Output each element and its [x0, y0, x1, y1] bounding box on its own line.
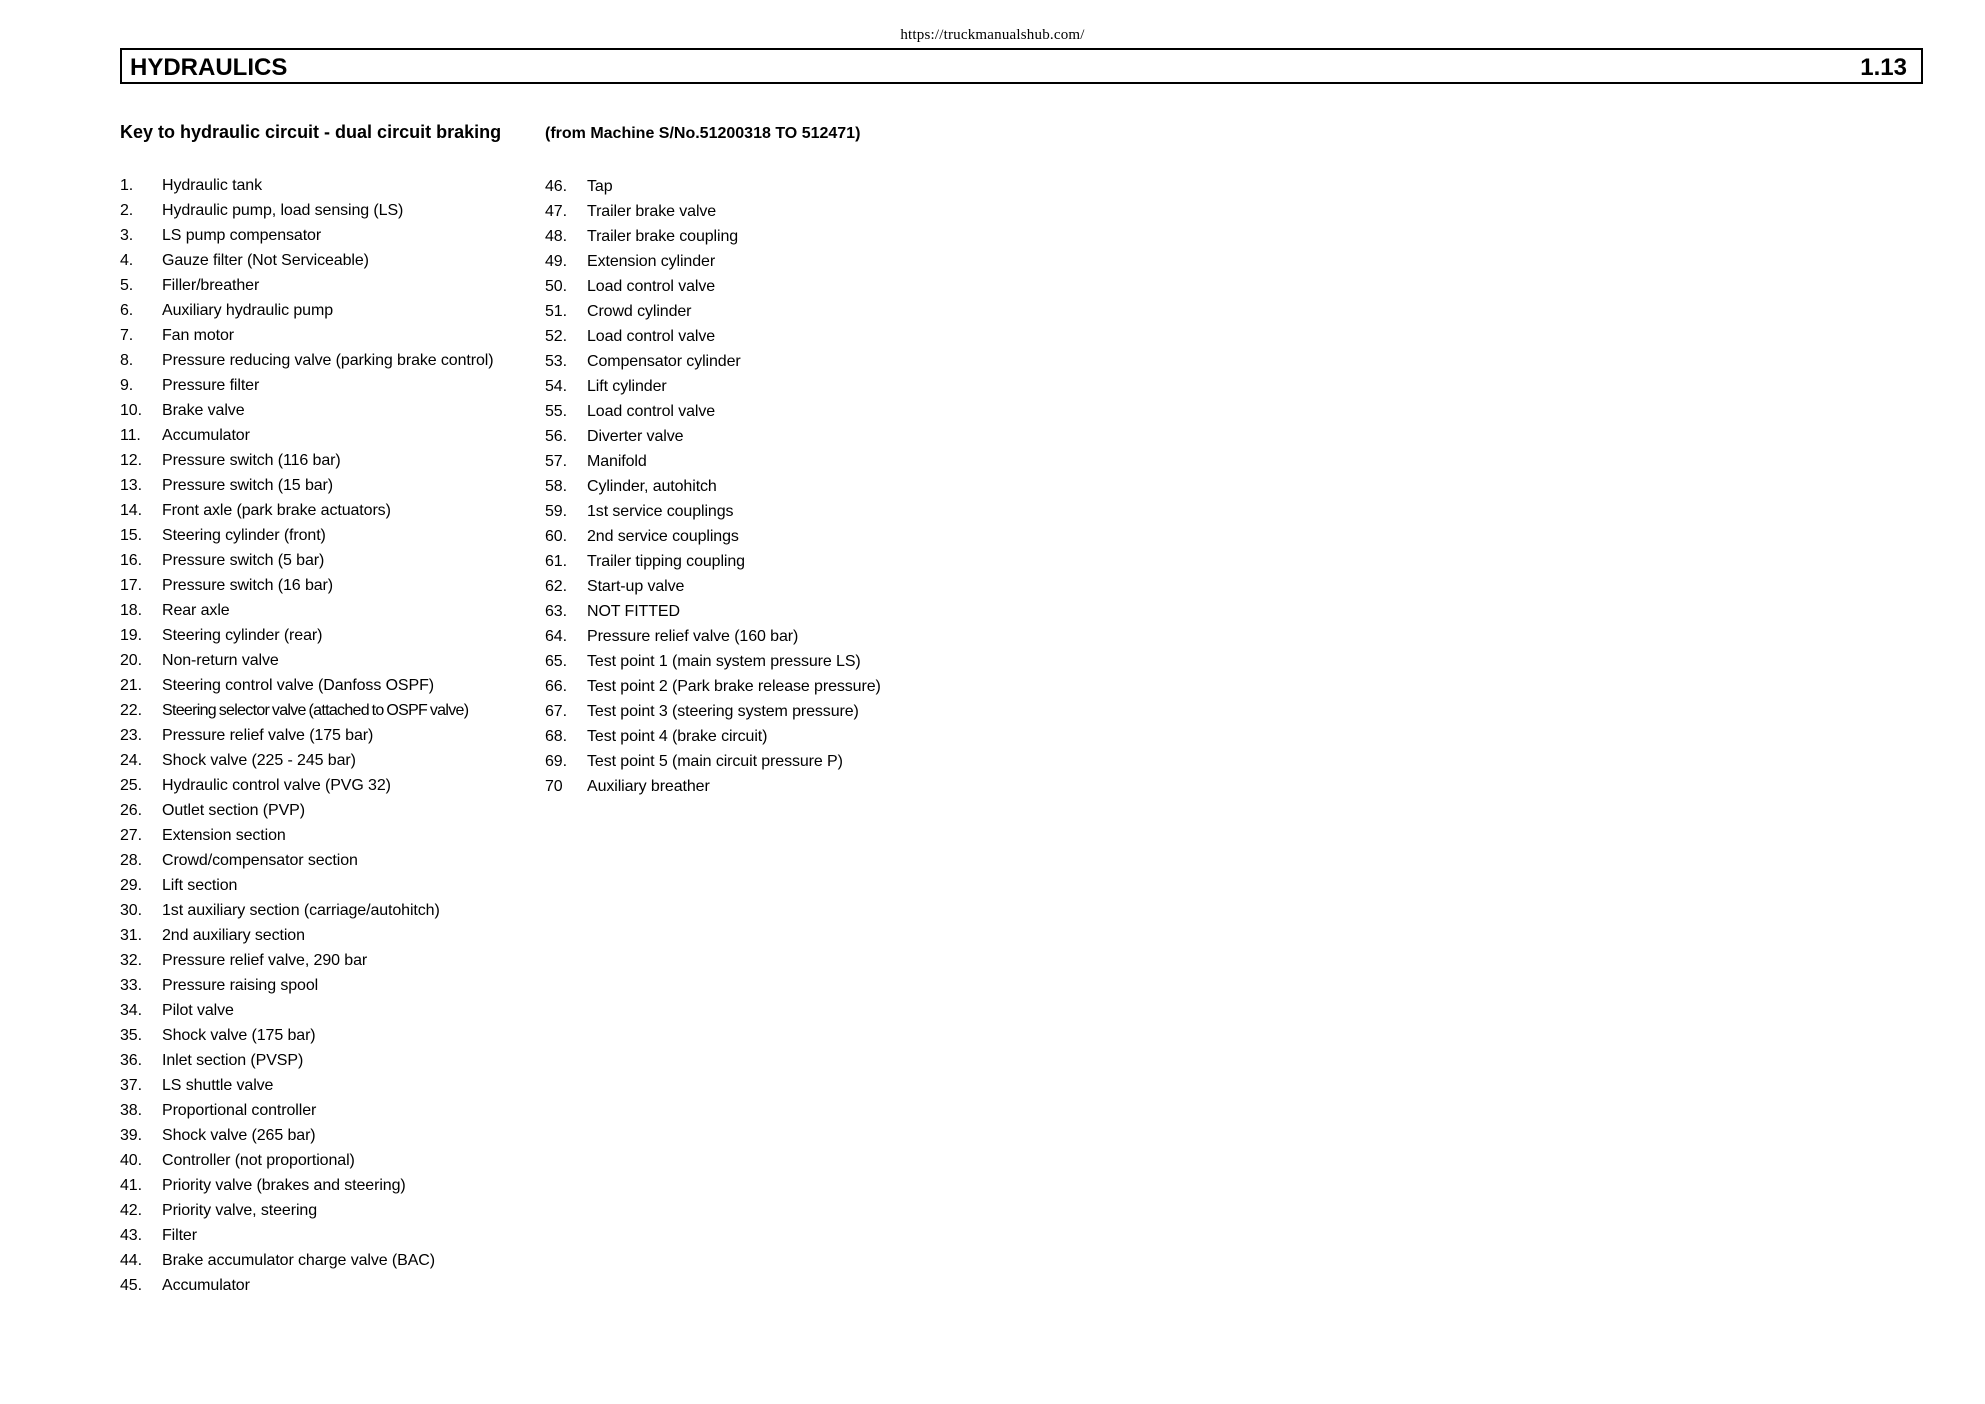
item-description: Pressure relief valve (160 bar) — [587, 628, 799, 645]
item-description: Steering selector valve (attached to OSPF valve) — [162, 702, 469, 719]
item-number: 51. — [545, 303, 567, 320]
item-number: 56. — [545, 428, 567, 445]
item-number: 29. — [120, 877, 142, 894]
item-description: Steering cylinder (rear) — [162, 627, 323, 644]
item-description: Extension cylinder — [587, 253, 716, 270]
item-number: 4. — [120, 252, 134, 269]
item-description: LS shuttle valve — [162, 1077, 274, 1094]
item-number: 62. — [545, 578, 567, 595]
section-title: HYDRAULICS — [130, 54, 288, 81]
item-description: Priority valve (brakes and steering) — [162, 1177, 406, 1194]
item-number: 7. — [120, 327, 134, 344]
item-description: Controller (not proportional) — [162, 1152, 355, 1169]
key-list-item — [120, 976, 520, 996]
item-number: 6. — [120, 302, 134, 319]
key-list-item — [120, 951, 520, 971]
item-number: 58. — [545, 478, 567, 495]
item-number: 66. — [545, 678, 567, 695]
item-number: 34. — [120, 1002, 142, 1019]
item-description: Shock valve (225 - 245 bar) — [162, 752, 356, 769]
page-number: 1.13 — [1860, 54, 1907, 81]
item-number: 48. — [545, 228, 567, 245]
item-number: 57. — [545, 453, 567, 470]
item-description: Hydraulic control valve (PVG 32) — [162, 777, 391, 794]
item-description: Pilot valve — [162, 1002, 234, 1019]
item-description: 1st auxiliary section (carriage/autohitch) — [162, 902, 440, 919]
item-number: 24. — [120, 752, 142, 769]
item-number: 9. — [120, 377, 134, 394]
key-list-item — [120, 226, 520, 246]
item-description: Cylinder, autohitch — [587, 478, 717, 495]
item-number: 63. — [545, 603, 567, 620]
item-description: 1st service couplings — [587, 503, 734, 520]
item-number: 13. — [120, 477, 142, 494]
item-description: Hydraulic pump, load sensing (LS) — [162, 202, 404, 219]
key-list-item — [545, 727, 945, 747]
key-list-item — [120, 1076, 520, 1096]
item-number: 20. — [120, 652, 142, 669]
item-description: Lift cylinder — [587, 378, 667, 395]
key-list-item — [120, 476, 520, 496]
key-list-item — [545, 627, 945, 647]
key-list-item — [545, 527, 945, 547]
item-description: Filter — [162, 1227, 197, 1244]
item-number: 45. — [120, 1277, 142, 1294]
key-list-item — [545, 502, 945, 522]
key-list-item — [120, 301, 520, 321]
key-list-item — [120, 801, 520, 821]
item-description: Crowd/compensator section — [162, 852, 358, 869]
item-description: Diverter valve — [587, 428, 684, 445]
item-description: 2nd auxiliary section — [162, 927, 305, 944]
key-list-item — [120, 351, 520, 371]
item-description: Brake valve — [162, 402, 245, 419]
item-description: Accumulator — [162, 427, 250, 444]
item-description: Compensator cylinder — [587, 353, 741, 370]
item-description: Hydraulic tank — [162, 177, 262, 194]
serial-range-heading: (from Machine S/No.51200318 TO 512471) — [545, 125, 861, 142]
key-list-item — [120, 1051, 520, 1071]
key-list-item — [545, 702, 945, 722]
key-list-item — [120, 1126, 520, 1146]
item-number: 5. — [120, 277, 134, 294]
item-description: Proportional controller — [162, 1102, 317, 1119]
key-list-item — [120, 551, 520, 571]
key-list-item — [545, 577, 945, 597]
item-description: Rear axle — [162, 602, 230, 619]
key-list-item — [120, 826, 520, 846]
key-list-item — [120, 1176, 520, 1196]
key-list-item — [120, 501, 520, 521]
item-number: 28. — [120, 852, 142, 869]
key-list-right — [545, 177, 945, 802]
key-list-item — [120, 1276, 520, 1296]
key-list-item — [120, 1001, 520, 1021]
key-list-item — [120, 1226, 520, 1246]
item-description: Front axle (park brake actuators) — [162, 502, 391, 519]
item-description: NOT FITTED — [587, 603, 680, 620]
key-list-item — [545, 402, 945, 422]
key-list-item — [545, 452, 945, 472]
item-number: 14. — [120, 502, 142, 519]
key-list-item — [545, 677, 945, 697]
item-number: 65. — [545, 653, 567, 670]
key-list-item — [545, 777, 945, 797]
item-number: 60. — [545, 528, 567, 545]
item-number: 68. — [545, 728, 567, 745]
key-list-item — [120, 1251, 520, 1271]
item-description: Test point 1 (main system pressure LS) — [587, 653, 861, 670]
key-list-item — [120, 726, 520, 746]
key-list-item — [120, 426, 520, 446]
key-list-item — [545, 252, 945, 272]
item-description: LS pump compensator — [162, 227, 322, 244]
key-list-item — [120, 451, 520, 471]
item-description: Pressure reducing valve (parking brake control) — [162, 352, 494, 369]
key-heading: Key to hydraulic circuit - dual circuit braking — [120, 122, 502, 142]
item-description: Pressure switch (16 bar) — [162, 577, 333, 594]
key-list-item — [545, 752, 945, 772]
key-list-item — [120, 701, 520, 721]
item-number: 10. — [120, 402, 142, 419]
item-number: 70 — [545, 778, 563, 795]
key-list-item — [120, 651, 520, 671]
item-description: Test point 2 (Park brake release pressure) — [587, 678, 881, 695]
item-number: 49. — [545, 253, 567, 270]
key-list-item — [120, 676, 520, 696]
item-description: Start-up valve — [587, 578, 685, 595]
key-list-item — [120, 401, 520, 421]
item-number: 17. — [120, 577, 142, 594]
item-number: 53. — [545, 353, 567, 370]
item-description: Pressure relief valve, 290 bar — [162, 952, 368, 969]
item-number: 54. — [545, 378, 567, 395]
item-number: 52. — [545, 328, 567, 345]
item-number: 47. — [545, 203, 567, 220]
key-list-item — [120, 1026, 520, 1046]
item-number: 50. — [545, 278, 567, 295]
key-list-item — [120, 876, 520, 896]
item-description: Trailer brake valve — [587, 203, 717, 220]
item-number: 8. — [120, 352, 134, 369]
item-number: 37. — [120, 1077, 142, 1094]
item-description: Trailer brake coupling — [587, 228, 739, 245]
item-number: 25. — [120, 777, 142, 794]
item-number: 21. — [120, 677, 142, 694]
key-list-item — [545, 477, 945, 497]
item-number: 22. — [120, 702, 142, 719]
key-list-item — [545, 652, 945, 672]
item-description: Auxiliary hydraulic pump — [162, 302, 334, 319]
item-number: 41. — [120, 1177, 142, 1194]
key-list-item — [120, 1151, 520, 1171]
key-list-item — [545, 177, 945, 197]
item-number: 15. — [120, 527, 142, 544]
item-description: Trailer tipping coupling — [587, 553, 745, 570]
item-description: Test point 5 (main circuit pressure P) — [587, 753, 843, 770]
key-list-item — [120, 851, 520, 871]
item-description: Fan motor — [162, 327, 235, 344]
item-number: 42. — [120, 1202, 142, 1219]
item-number: 36. — [120, 1052, 142, 1069]
item-number: 16. — [120, 552, 142, 569]
item-description: Manifold — [587, 453, 647, 470]
item-number: 3. — [120, 227, 134, 244]
item-description: Shock valve (265 bar) — [162, 1127, 316, 1144]
item-description: Test point 3 (steering system pressure) — [587, 703, 859, 720]
key-list-item — [120, 576, 520, 596]
item-number: 30. — [120, 902, 142, 919]
item-number: 19. — [120, 627, 142, 644]
key-list-item — [120, 1101, 520, 1121]
key-list-item — [120, 776, 520, 796]
section-header — [120, 48, 1923, 84]
item-description: Crowd cylinder — [587, 303, 692, 320]
key-list-item — [545, 352, 945, 372]
key-list-item — [120, 326, 520, 346]
item-number: 59. — [545, 503, 567, 520]
item-description: Test point 4 (brake circuit) — [587, 728, 768, 745]
item-description: Non-return valve — [162, 652, 279, 669]
item-description: Pressure relief valve (175 bar) — [162, 727, 374, 744]
key-list-item — [120, 626, 520, 646]
key-list-item — [545, 427, 945, 447]
key-list-item — [545, 227, 945, 247]
key-list-item — [545, 202, 945, 222]
item-number: 43. — [120, 1227, 142, 1244]
item-number: 26. — [120, 802, 142, 819]
key-list-item — [120, 526, 520, 546]
item-number: 31. — [120, 927, 142, 944]
item-description: Shock valve (175 bar) — [162, 1027, 316, 1044]
key-list-item — [120, 176, 520, 196]
item-number: 64. — [545, 628, 567, 645]
key-list-item — [120, 601, 520, 621]
item-description: Load control valve — [587, 278, 716, 295]
key-list-item — [120, 251, 520, 271]
key-list-item — [120, 276, 520, 296]
source-url[interactable]: https://truckmanualshub.com/ — [900, 27, 1085, 43]
item-description: Accumulator — [162, 1277, 250, 1294]
item-number: 12. — [120, 452, 142, 469]
key-list-left — [120, 176, 520, 1301]
item-description: Inlet section (PVSP) — [162, 1052, 304, 1069]
key-list-item — [120, 201, 520, 221]
item-number: 18. — [120, 602, 142, 619]
item-number: 38. — [120, 1102, 142, 1119]
key-list-item — [545, 327, 945, 347]
item-number: 1. — [120, 177, 134, 194]
item-description: Auxiliary breather — [587, 778, 710, 795]
item-number: 33. — [120, 977, 142, 994]
item-description: Pressure switch (116 bar) — [162, 452, 341, 469]
item-number: 44. — [120, 1252, 142, 1269]
item-description: Outlet section (PVP) — [162, 802, 305, 819]
key-list-item — [120, 901, 520, 921]
item-description: 2nd service couplings — [587, 528, 739, 545]
item-description: Load control valve — [587, 403, 716, 420]
key-list-item — [120, 1201, 520, 1221]
key-list-item — [545, 602, 945, 622]
item-number: 46. — [545, 178, 567, 195]
item-description: Brake accumulator charge valve (BAC) — [162, 1252, 435, 1269]
key-list-item — [120, 926, 520, 946]
key-list-item — [120, 751, 520, 771]
item-description: Filler/breather — [162, 277, 260, 294]
item-number: 61. — [545, 553, 567, 570]
item-description: Gauze filter (Not Serviceable) — [162, 252, 369, 269]
key-list-item — [545, 552, 945, 572]
item-number: 40. — [120, 1152, 142, 1169]
item-description: Steering control valve (Danfoss OSPF) — [162, 677, 434, 694]
key-list-item — [545, 302, 945, 322]
item-description: Tap — [587, 178, 613, 195]
item-number: 27. — [120, 827, 142, 844]
item-description: Pressure switch (5 bar) — [162, 552, 325, 569]
item-number: 23. — [120, 727, 142, 744]
item-description: Pressure raising spool — [162, 977, 319, 994]
item-number: 55. — [545, 403, 567, 420]
item-description: Priority valve, steering — [162, 1202, 317, 1219]
item-number: 2. — [120, 202, 134, 219]
key-list-item — [545, 377, 945, 397]
item-description: Lift section — [162, 877, 238, 894]
key-list-item — [120, 376, 520, 396]
key-list-item — [545, 277, 945, 297]
item-description: Pressure filter — [162, 377, 260, 394]
item-number: 32. — [120, 952, 142, 969]
item-description: Load control valve — [587, 328, 716, 345]
item-number: 11. — [120, 427, 141, 444]
item-number: 67. — [545, 703, 567, 720]
item-description: Pressure switch (15 bar) — [162, 477, 333, 494]
item-number: 69. — [545, 753, 567, 770]
item-description: Extension section — [162, 827, 286, 844]
item-number: 39. — [120, 1127, 142, 1144]
item-number: 35. — [120, 1027, 142, 1044]
item-description: Steering cylinder (front) — [162, 527, 326, 544]
